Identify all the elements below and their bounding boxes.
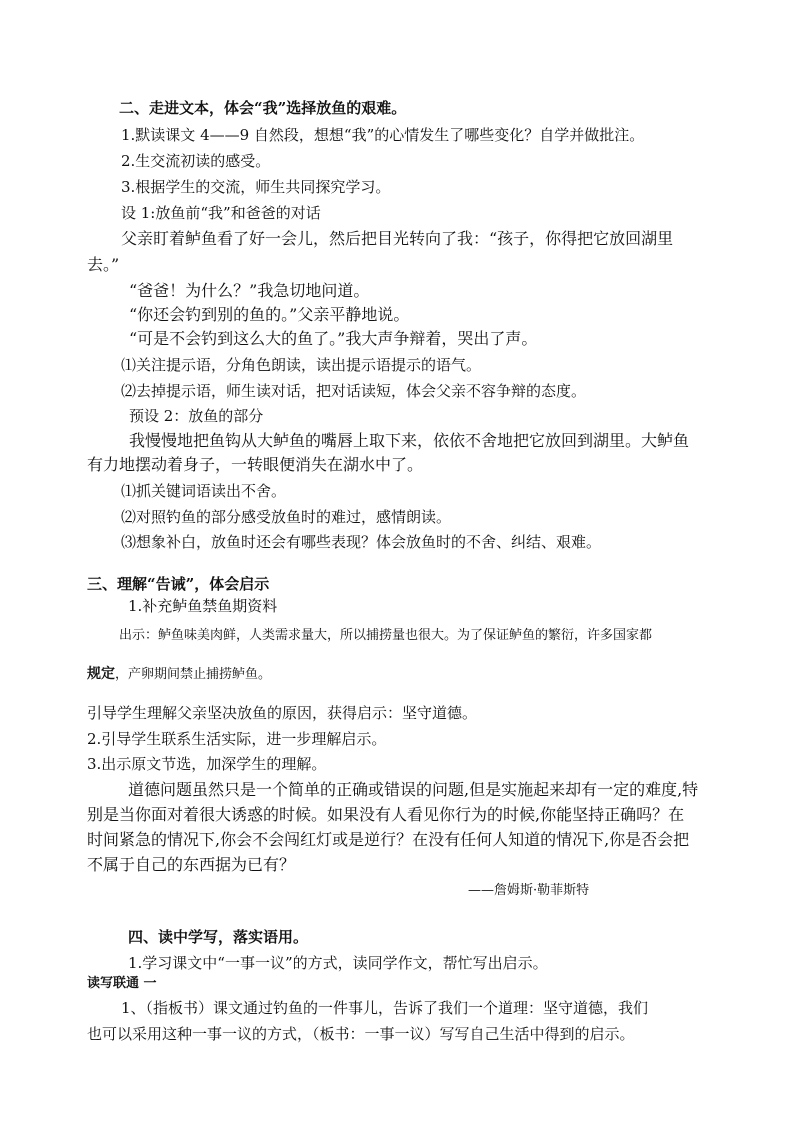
guide-text: 引导学生理解父亲坚决放鱼的原因，获得启示：坚守道德。 <box>87 704 478 722</box>
excerpt-attribution: ——詹姆斯·勒菲斯特 <box>468 883 590 898</box>
preset-1-title: 设 1:放鱼前“我”和爸爸的对话 <box>121 204 321 222</box>
step-3: ⑴抓关键词语读出不舍。 <box>121 482 287 500</box>
section4-para-line-2: 也可以采用这种一事一议的方式，（板书：一事一议）写写自己生活中得到的启示。 <box>87 1025 635 1043</box>
quote-5-line-2: 有力地摆动着身子，一转眼便消失在湖水中了。 <box>87 455 424 474</box>
preset-2-title: 预设 2：放鱼的部分 <box>129 407 264 425</box>
section-heading-4: 四、读中学写，落实语用。 <box>128 928 309 946</box>
material-bold-word: 规定 <box>87 666 115 682</box>
quote-1-line-1: 父亲盯着鲈鱼看了好一会儿，然后把目光转向了我：“孩子，你得把它放回湖里 <box>121 229 674 248</box>
material-line-2 <box>87 664 271 685</box>
section3-item-2: 2.引导学生联系生活实际，进一步理解启示。 <box>87 730 387 748</box>
quote-1-line-2: 去。” <box>87 255 120 274</box>
section2-item-3: 3.根据学生的交流，师生共同探究学习。 <box>121 178 391 196</box>
step-2: ⑵去掉提示语，师生读对话，把对话读短，体会父亲不容争辩的态度。 <box>121 382 587 400</box>
section3-item-3: 3.出示原文节选，加深学生的理解。 <box>87 755 327 773</box>
quote-4: “可是不会钓到这么大的鱼了。”我大声争辩着，哭出了声。 <box>129 329 538 348</box>
step-1: ⑴关注提示语，分角色朗读，读出提示语提示的语气。 <box>121 356 482 374</box>
excerpt-line-1: 道德问题虽然只是一个简单的正确或错误的问题,但是实施起来却有一定的难度,特 <box>128 780 699 799</box>
section3-item-1: 1.补充鲈鱼禁鱼期资料 <box>128 597 278 615</box>
step-4: ⑵对照钓鱼的部分感受放鱼时的难过，感情朗读。 <box>121 508 452 526</box>
section-heading-3: 三、理解“告诫”，体会启示 <box>87 575 270 593</box>
excerpt-line-2: 别是当你面对着很大诱惑的时候。如果没有人看见你行为的时候,你能坚持正确吗？在 <box>87 805 685 824</box>
material-rest: ，产卵期间禁止捕捞鲈鱼。 <box>115 667 272 682</box>
quote-2: “爸爸！为什么？”我急切地问道。 <box>129 281 370 300</box>
section4-para-line-1: 1、（指板书）课文通过钓鱼的一件事儿，告诉了我们一个道理：坚守道德，我们 <box>121 999 649 1017</box>
section-heading-2: 二、走进文本，体会“我”选择放鱼的艰难。 <box>119 99 407 117</box>
step-5: ⑶想象补白，放鱼时还会有哪些表现？体会放鱼时的不舍、纠结、艰难。 <box>121 533 602 551</box>
excerpt-line-4: 不属于自己的东西据为已有？ <box>87 855 296 874</box>
section4-item-1: 1.学习课文中“一事一议”的方式，读同学作文，帮忙写出启示。 <box>128 954 548 972</box>
excerpt-line-3: 时间紧急的情况下,你会不会闯红灯或是逆行？在没有任何人知道的情况下,你是否会把 <box>87 830 690 849</box>
quote-5-line-1: 我慢慢地把鱼钩从大鲈鱼的嘴唇上取下来，依依不舍地把它放回到湖里。大鲈鱼 <box>129 431 690 450</box>
section2-item-2: 2.生交流初读的感受。 <box>121 152 271 170</box>
read-write-link-title: 读写联通 一 <box>87 976 157 991</box>
section2-item-1: 1.默读课文 4——9 自然段，想想“我”的心情发生了哪些变化？自学并做批注。 <box>121 126 645 144</box>
material-line-1: 出示：鲈鱼味美肉鲜，人类需求量大，所以捕捞量也很大。为了保证鲈鱼的繁衍，许多国家都 <box>119 628 653 643</box>
quote-3: “你还会钓到别的鱼的。”父亲平静地说。 <box>129 305 410 324</box>
